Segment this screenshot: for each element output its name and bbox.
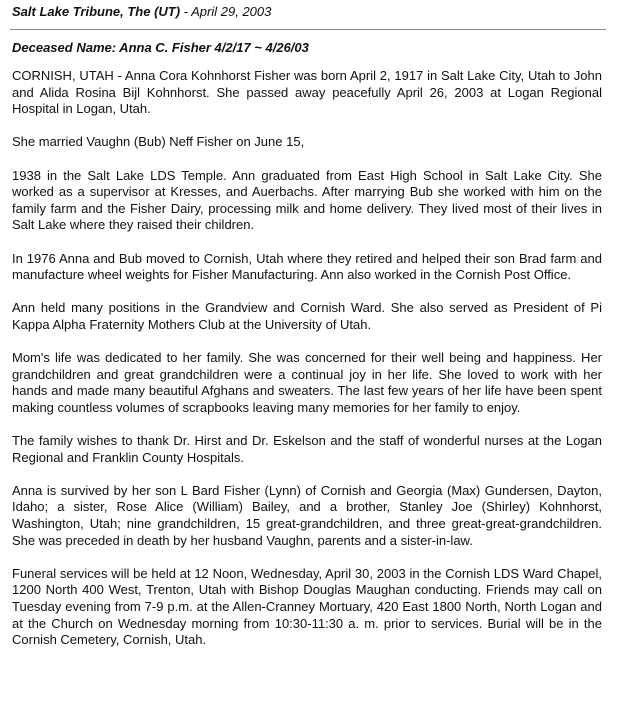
paragraph-birth: CORNISH, UTAH - Anna Cora Kohnhorst Fisher was born April 2, 1917 in Salt Lake City, Utah to John and Alida Rosina Bijl Kohnhorst. She passed away peacefully April 26, 2003 at Logan Regional Hospital in Logan, Utah. — [12, 68, 602, 117]
paragraph-family-life: Mom's life was dedicated to her family. She was concerned for their well being and happiness. Her grandchildren and great grandchildren were a continual joy in her life. She loved to work with her hands and made many beautiful Afghans and sweaters. The last few years of her life have been spent making countless volumes of scrapbooks leaving many memories for her family to enjoy. — [12, 350, 602, 415]
publication-header — [12, 4, 271, 19]
paragraph-thanks: The family wishes to thank Dr. Hirst and Dr. Eskelson and the staff of wonderful nurses at the Logan Regional and Franklin County Hospitals. — [12, 433, 602, 465]
deceased-name: Deceased Name: Anna C. Fisher 4/2/17 ~ 4/26/03 — [12, 40, 309, 55]
paragraph-marriage: She married Vaughn (Bub) Neff Fisher on June 15, — [12, 134, 305, 150]
paragraph-temple-education: 1938 in the Salt Lake LDS Temple. Ann graduated from East High School in Salt Lake City. She worked as a supervisor at Kresses, and Auerbachs. After marrying Bub she worked with him on the family farm and the Fisher Dairy, processing milk and home delivery. They lived most of their lives in Salt Lake where they raised their children. — [12, 167, 602, 233]
divider — [10, 29, 606, 30]
publication-date: April 29, 2003 — [191, 4, 272, 19]
paragraph-positions: Ann held many positions in the Grandview and Cornish Ward. She also served as President of Pi Kappa Alpha Fraternity Mothers Club at the University of Utah. — [12, 300, 602, 332]
obituary-body — [12, 68, 602, 665]
header-separator: - — [180, 4, 192, 19]
paragraph-funeral: Funeral services will be held at 12 Noon, Wednesday, April 30, 2003 in the Cornish LDS Ward Chapel, 1200 North 400 West, Trenton, Utah with Bishop Douglas Maughan conducting. Friends may call on Tuesday evening from 7-9 p.m. at the Allen-Cranney Mortuary, 420 East 1800 North, North Logan and at the Church on Wednesday morning from 10:30-11:30 a. m. prior to services. Burial will be in the Cornish Cemetery, Cornish, Utah. — [12, 565, 602, 648]
paragraph-survivors: Anna is survived by her son L Bard Fisher (Lynn) of Cornish and Georgia (Max) Gundersen, Dayton, Idaho; a sister, Rose Alice (William) Bailey, and a brother, Stanley Joe (Shirley) Kohnhorst, Washington, Utah; nine grandchildren, 15 great-grandchildren, and three great-great-grandchildren. She was preceded in death by her husband Vaughn, parents and a sister-in-law. — [12, 482, 602, 548]
paragraph-move-cornish: In 1976 Anna and Bub moved to Cornish, Utah where they retired and helped their son Brad farm and manufacture wheel weights for Fisher Manufacturing. Ann also worked in the Cornish Post Office. — [12, 250, 602, 283]
publication-name: Salt Lake Tribune, The (UT) — [12, 4, 181, 19]
